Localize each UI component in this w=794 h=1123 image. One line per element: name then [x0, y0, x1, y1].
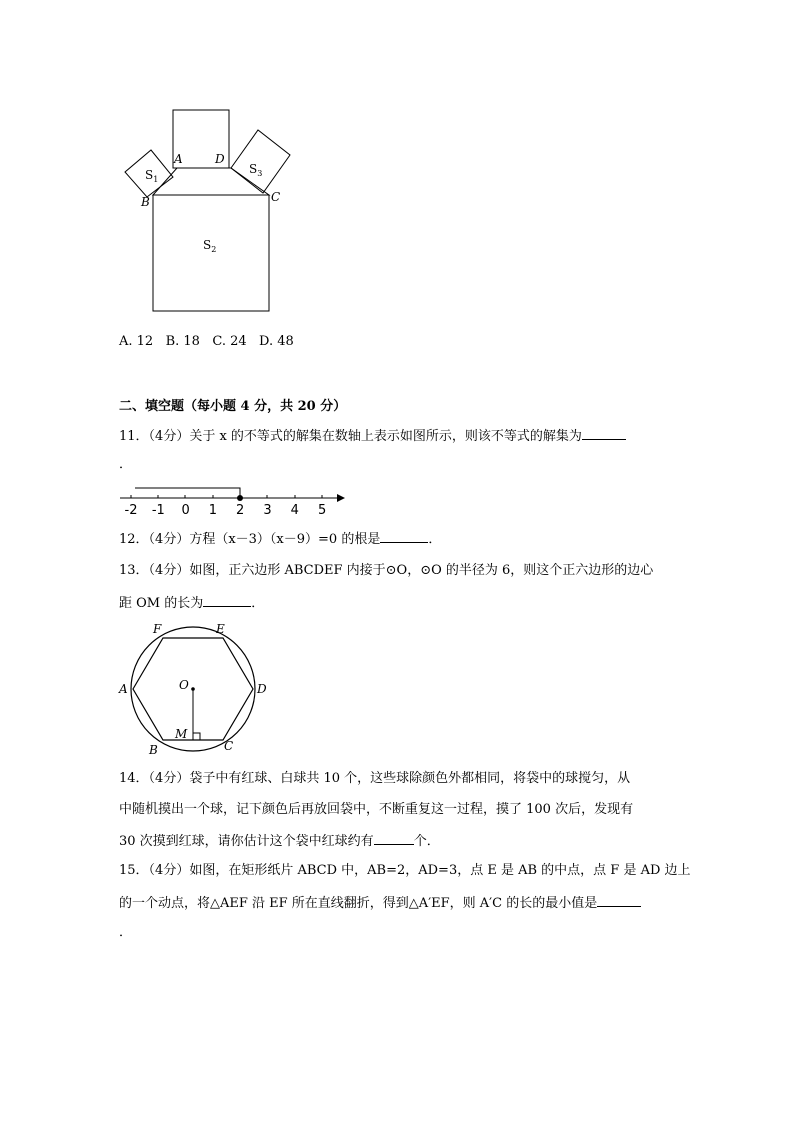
- center-point: [191, 687, 195, 691]
- solution-point: [237, 495, 243, 501]
- hex-label-f: F: [153, 622, 162, 636]
- tick-label: 3: [263, 503, 272, 518]
- hex-label-b: B: [149, 743, 158, 757]
- tick-label: 4: [290, 503, 299, 518]
- tick-label: -1: [151, 503, 165, 518]
- q13-line2: [119, 594, 264, 612]
- q14-end: 个．: [413, 834, 440, 849]
- q14-line1: 14．（4分）袋子中有红球、白球共 10 个，这些球除颜色外都相同，将袋中的球搅匀，从: [119, 771, 631, 786]
- hex-label-m: M: [175, 727, 188, 741]
- label-s1: $S_1$: [145, 168, 159, 184]
- hex-label-d: D: [257, 682, 267, 696]
- q11-text: [119, 427, 626, 445]
- q15-answer-blank[interactable]: [597, 894, 641, 907]
- q12-answer-blank[interactable]: [380, 530, 428, 543]
- q15-line2: [119, 894, 641, 912]
- q12-end: ．: [428, 532, 442, 547]
- q14-line2: 中随机摸出一个球，记下颜色后再放回袋中，不断重复这一过程，摸了 100 次后，发现有: [119, 802, 634, 817]
- q15-end: ．: [119, 925, 133, 940]
- q14-line3: [119, 832, 440, 850]
- q14-stem: 30 次摸到红球，请你估计这个袋中红球约有: [119, 834, 374, 849]
- tick-label: 2: [236, 503, 245, 518]
- hex-label-a: A: [119, 682, 128, 696]
- squares-figure: [110, 100, 310, 320]
- q13-stem: 距 OM 的长为: [119, 596, 204, 611]
- q13-line1: 13．（4分）如图，正六边形 ABCDEF 内接于⊙O，⊙O 的半径为 6，则这个正六边形的边心: [119, 563, 654, 578]
- square-s3: [231, 130, 290, 193]
- q15-stem: 的一个动点，将△AEF 沿 EF 所在直线翻折，得到△A′EF，则 A′C 的长的最小值是: [119, 896, 598, 911]
- tick-label: 1: [208, 503, 218, 518]
- q15-line1: 15．（4分）如图，在矩形纸片 ABCD 中，AB=2，AD=3，点 E 是 AB 的中点，点 F 是 AD 边上: [119, 863, 691, 878]
- q10-options: A. 12 B. 18 C. 24 D. 48: [119, 334, 294, 349]
- tick-label: 0: [181, 503, 190, 518]
- hex-label-c: C: [224, 739, 234, 753]
- hex-label-e: E: [216, 622, 225, 636]
- q14-answer-blank[interactable]: [374, 832, 414, 845]
- q12-stem: 12．（4分）方程（x－3）（x－9）=0 的根是: [119, 532, 381, 547]
- label-s2: $S_2$: [203, 238, 217, 254]
- q13-answer-blank[interactable]: [203, 594, 251, 607]
- tick-label: -2: [124, 503, 138, 518]
- q11-answer-blank[interactable]: [582, 427, 626, 440]
- label-b: B: [141, 195, 150, 209]
- tick-label: 5: [317, 503, 327, 518]
- label-a: A: [174, 152, 183, 166]
- q11-stem: 11．（4分）关于 x 的不等式的解集在数轴上表示如图所示，则该不等式的解集为: [119, 429, 582, 444]
- q12-text: [119, 530, 441, 548]
- q13-end: ．: [251, 596, 265, 611]
- q11-end: ．: [119, 457, 133, 472]
- hexagon-figure: [115, 618, 275, 760]
- axis-arrow-icon: [337, 494, 345, 502]
- label-s3: $S_3$: [249, 162, 263, 178]
- right-angle-mark: [193, 733, 200, 740]
- section-heading: 二、填空题（每小题 4 分，共 20 分）: [119, 399, 347, 414]
- label-d: D: [215, 152, 225, 166]
- label-c: C: [271, 190, 281, 204]
- solution-ray: [135, 488, 240, 498]
- hex-label-o: O: [179, 678, 189, 692]
- number-line: [115, 482, 347, 518]
